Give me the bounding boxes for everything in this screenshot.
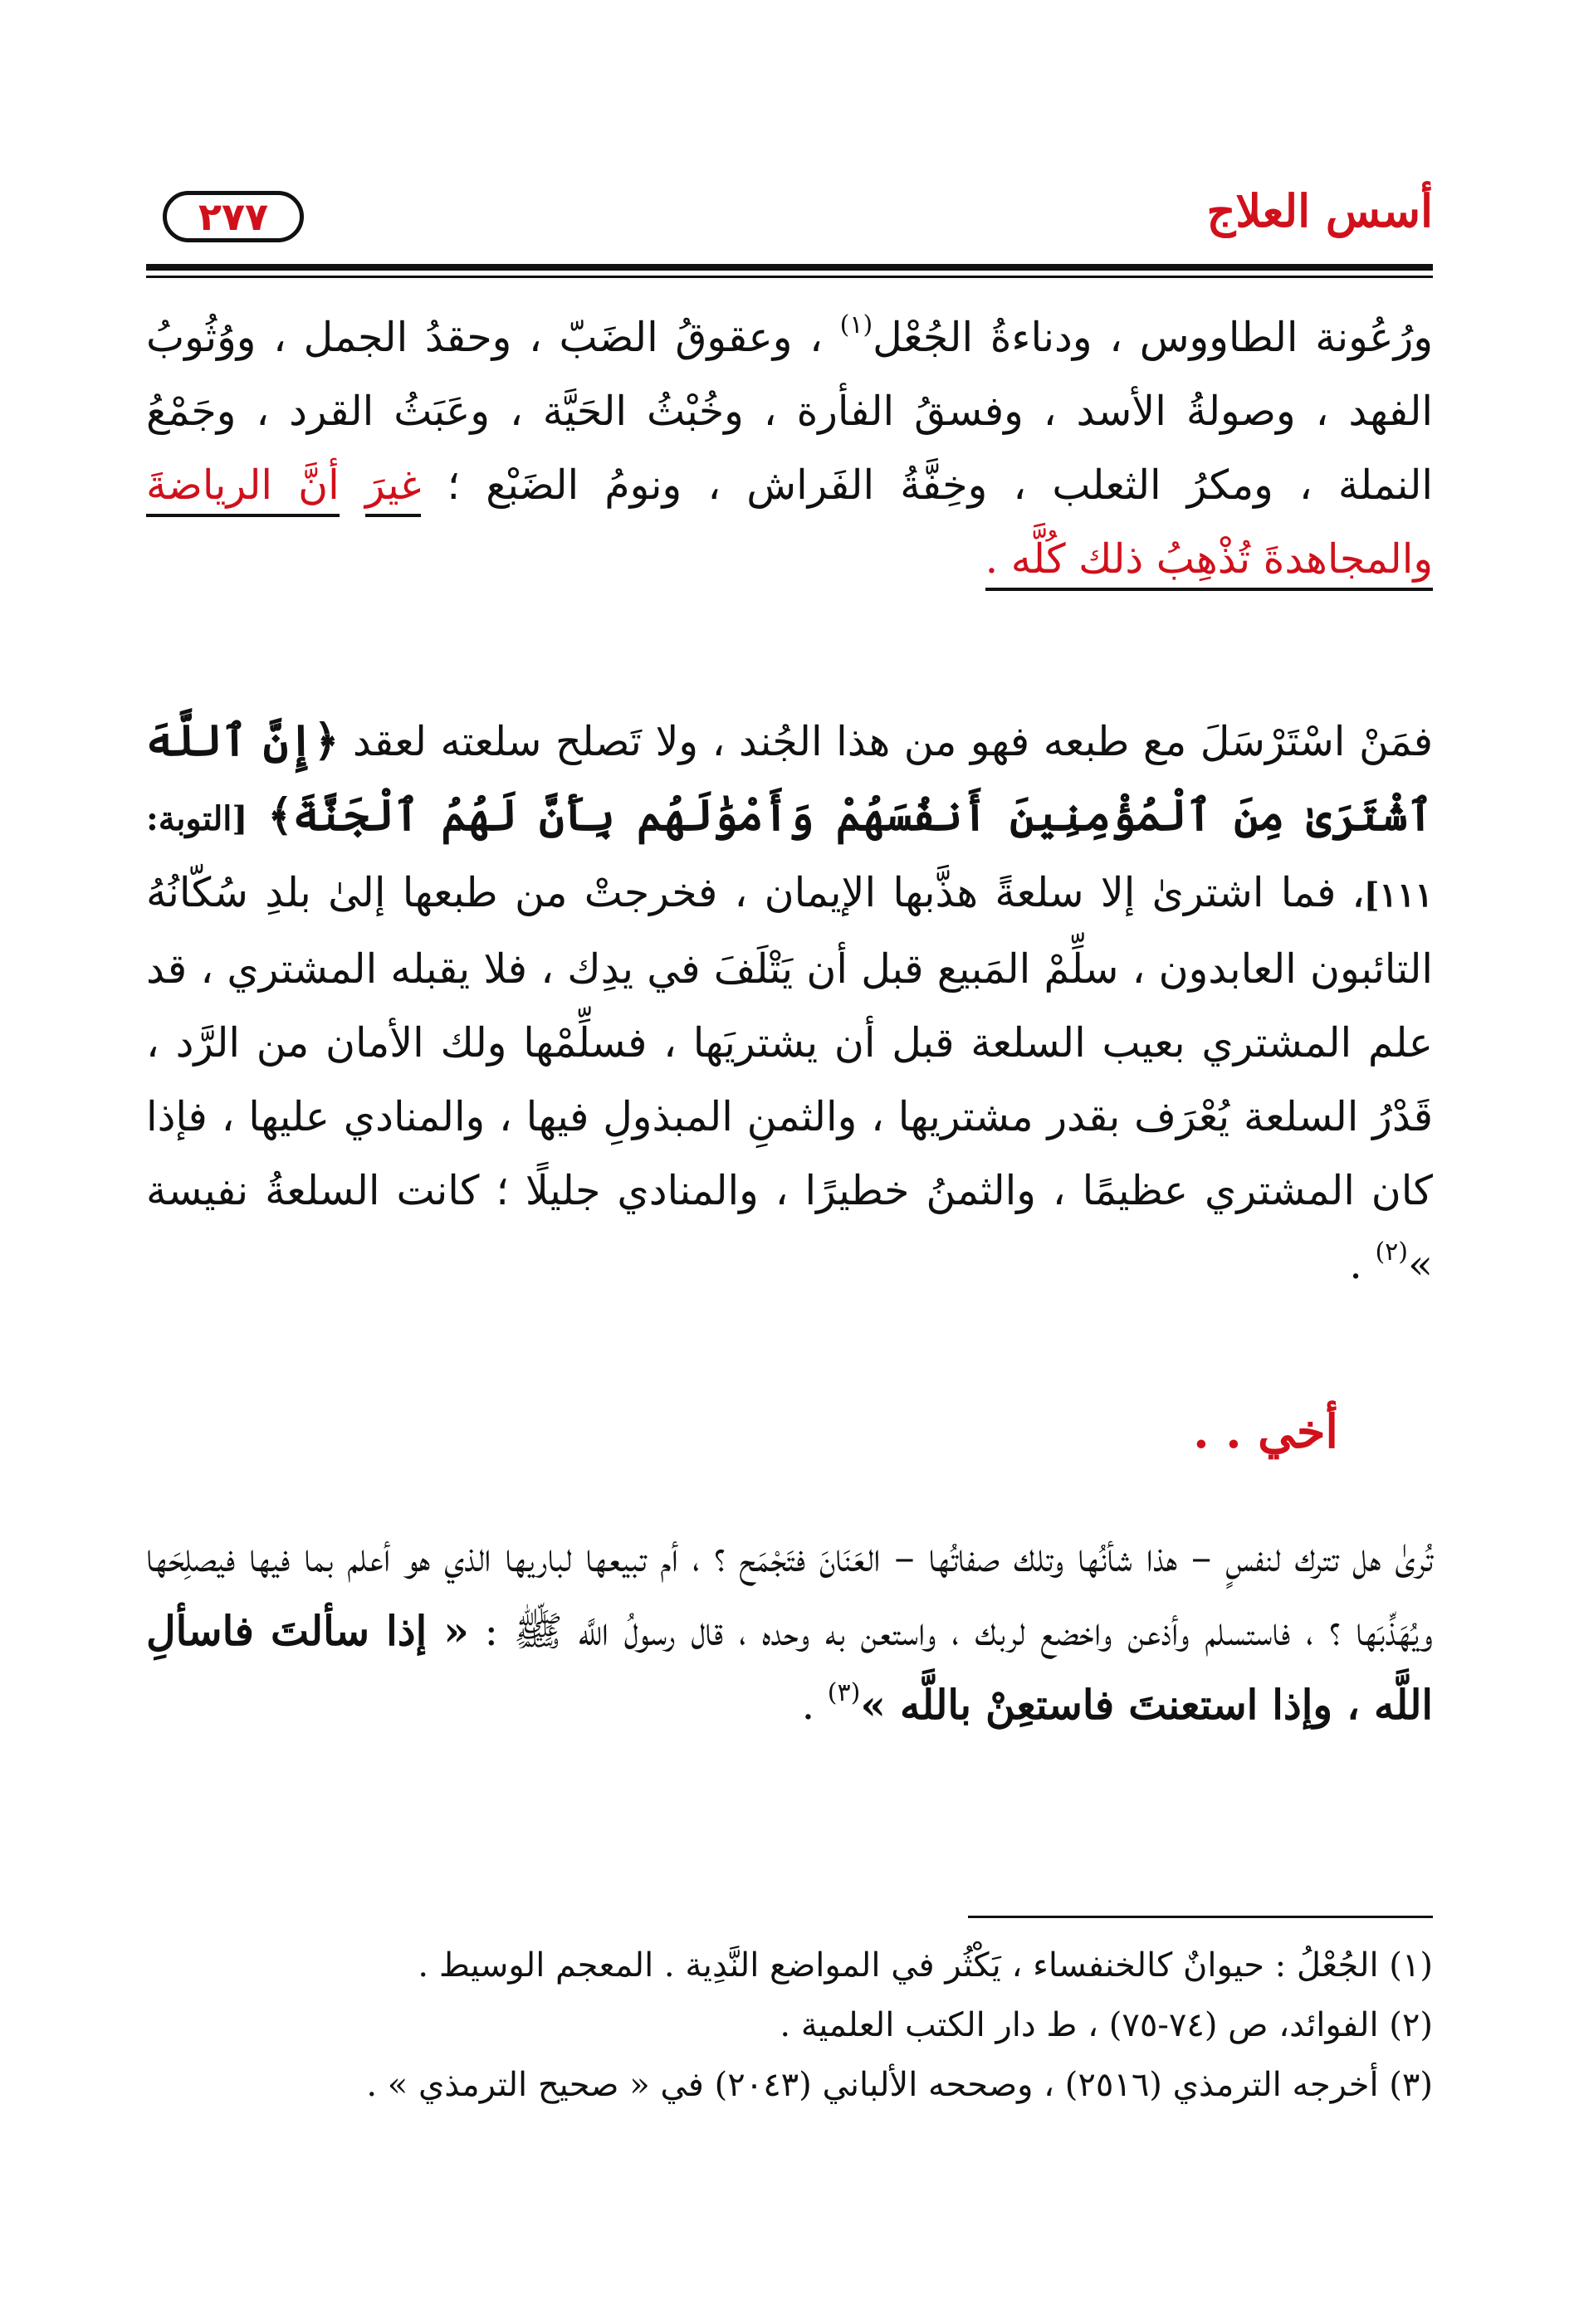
paragraph-1-red-word: غيرَ [365,461,421,517]
paragraph-3 [146,1521,1433,1742]
footnote-1: (١) الجُعْلُ : حيوانٌ كالخنفساء ، يَكْثُر في المواضع النَّدِية . المعجم الوسيط . [418,1946,1433,1985]
footnotes [146,1936,1433,2115]
header-rule-thick [146,264,1433,271]
paragraph-2-text-a: فمَنْ اسْتَرْسَلَ مع طبعه فهو من هذا الجُند ، ولا تَصلح سلعته لعقد [352,718,1433,765]
paragraph-1-red-sentence: أنَّ الرياضةَ والمجاهدةَ تُذْهِبُ ذلك كُلَّه . [146,461,1433,591]
section-heading: أخي . . [1193,1404,1338,1459]
page-number: ٢٧٧ [163,191,304,242]
paragraph-2-end: . [1349,1241,1362,1288]
paragraph-2-text-b: فما اشترىٰ إلا سلعةً هذَّبها الإيمان ، فخرجتْ من طبعها إلىٰ بلدِ سُكّانُهُ التائبون العابدون ، سلِّمْ المَبيع قبل أن يَتْلَفَ في يدِك ، فلا يقبله المشتري ، قد علم المشتري بعيب السلعة قبل أن يشتريَها ، فسلِّمْها ولك الأمان من الرَّد ، قَدْرُ السلعة يُعْرَف بقدر مشتريها ، والثمنِ المبذولِ فيها ، والمنادي عليها ، فإذا كان المشتري عظيمًا ، والثمنُ خطيرًا ، والمنادي جليلًا ؛ كانت السلعةُ نفيسة » [146,869,1433,1288]
paragraph-3-text-a: تُرىٰ هل تترك لنفسٍ – هذا شأنُها وتلك صفاتُها – العَنَانَ فتَجْمَح ؟ ، أم تبيعها لباريها الذي هو أعلم بما فيها فيصلِحَها ويُهَذِّبَها ؟ ، فاستسلم وأذعن واخضع لربك ، واستعن به وحده ، قال رسولُ اللَّه ﷺ : [146,1534,1434,1655]
hadith-quote: « إذا سألتَ فاسألِ اللَّه ، وإذا استعنتَ فاستعِنْ باللَّه » [146,1607,1433,1729]
paragraph-1-text-a: ورُعُونة الطاووس ، ودناءةُ الجُعْل [873,314,1433,361]
page-header [146,166,1433,257]
footnote-separator [968,1916,1433,1918]
quran-reference: [التوبة: ١١١]، [146,799,1433,915]
footnote-ref-1: (١) [839,310,873,339]
running-title: أسس العلاج [1206,184,1433,237]
footnote-2: (٢) الفوائد، ص (٧٤-٧٥) ، ط دار الكتب العلمية . [780,2006,1433,2044]
footnote-ref-2: (٢) [1375,1238,1409,1267]
paragraph-1-text-b: ، وعقوقُ الضَبّ ، وحقدُ الجمل ، ووُثُوبُ الفهد ، وصولةُ الأسد ، وفسقُ الفأرة ، وخُبْثُ الحَيَّة ، وعَبَثُ القرد ، وجَمْعُ النملة ، ومكرُ الثعلب ، وخِفَّةُ الفَراش ، ونومُ الضَبْع ؛ [146,314,1433,509]
quran-verse: ﴿إِنَّ ٱللَّهَ ٱشْتَرَىٰ مِنَ ٱلْمُؤْمِنِينَ أَنفُسَهُمْ وَأَمْوَٰلَهُم بِأَنَّ لَهُمُ ٱلْجَنَّةَ﴾ [146,715,1433,841]
paragraph-2 [146,704,1433,1301]
footnote-ref-3: (٣) [827,1678,861,1707]
footnote-3: (٣) أخرجه الترمذي (٢٥١٦) ، وصححه الألباني (٢٠٤٣) في « صحيح الترمذي » . [366,2066,1433,2104]
paragraph-3-end: . [801,1682,815,1729]
header-rule-thin [146,276,1433,278]
paragraph-1 [146,300,1433,596]
